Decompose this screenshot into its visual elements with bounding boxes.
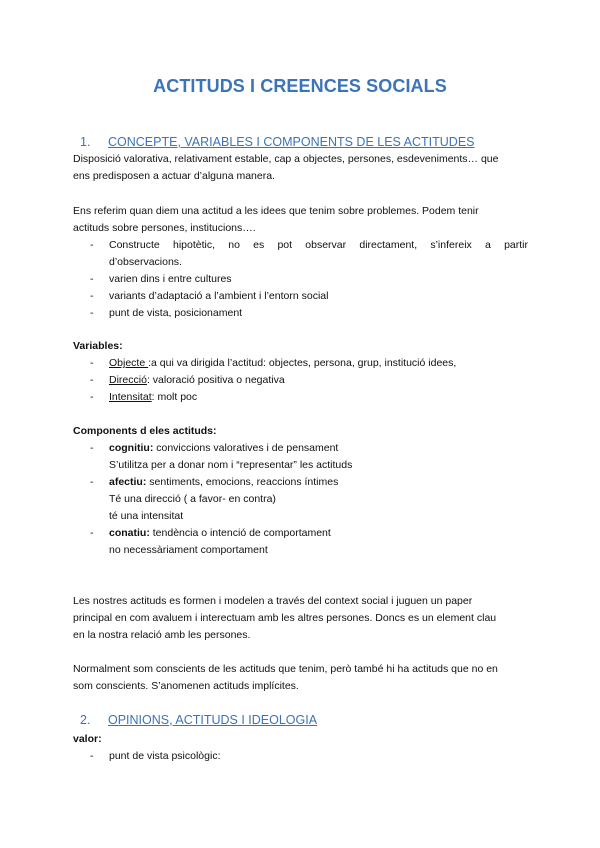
bullet-dash: - <box>90 290 94 302</box>
text-line: actituds sobre persones, institucions…. <box>73 222 256 234</box>
section-number: 1. <box>80 135 91 149</box>
list-item: punt de vista psicològic: <box>109 750 221 762</box>
list-item: variants d’adaptació a l’ambient i l’entorn social <box>109 290 329 302</box>
variable-item <box>109 355 456 372</box>
section-heading-1 <box>80 135 475 149</box>
section-number: 2. <box>80 713 91 727</box>
component-detail: Té una direcció ( a favor- en contra) <box>109 493 276 505</box>
section-heading-2 <box>80 713 317 727</box>
variables-label: Variables: <box>73 340 123 352</box>
component-term: afectiu: <box>109 476 147 488</box>
section-title: CONCEPTE, VARIABLES I COMPONENTS DE LES ACTITUDES <box>108 135 475 149</box>
text-line: Les nostres actituds es formen i modelen a través del context social i juguen un paper <box>73 595 473 607</box>
component-detail: té una intensitat <box>109 510 184 522</box>
reference-paragraph <box>73 203 528 237</box>
component-item <box>109 440 338 457</box>
definition-paragraph <box>73 151 528 185</box>
component-detail: no necessàriament comportament <box>109 544 268 556</box>
variable-desc: :a qui va dirigida l’actitud: objectes, persona, grup, institució idees, <box>148 357 457 369</box>
component-desc: sentiments, emocions, reaccions íntimes <box>146 476 339 488</box>
bullet-dash: - <box>90 273 94 285</box>
variable-term: Direcció <box>109 374 147 386</box>
social-context-paragraph <box>73 593 528 644</box>
valor-label: valor: <box>73 733 102 745</box>
text-line: Normalment som conscients de les actituds que tenim, però també hi ha actituds que no en <box>73 663 498 675</box>
variable-desc: : molt poc <box>151 391 198 403</box>
component-desc: tendència o intenció de comportament <box>149 527 331 539</box>
list-item: punt de vista, posicionament <box>109 307 243 319</box>
component-item <box>109 474 338 491</box>
list-item: Constructe hipotètic, no es pot observar directament, s’infereix a partir <box>109 239 528 251</box>
variable-item <box>109 372 285 389</box>
component-desc: conviccions valoratives i de pensament <box>153 442 339 454</box>
bullet-dash: - <box>90 357 94 369</box>
component-detail: S’utilitza per a donar nom i “representar” les actituds <box>109 459 353 471</box>
implicit-attitudes-paragraph <box>73 661 528 695</box>
list-item: varien dins i entre cultures <box>109 273 232 285</box>
bullet-dash: - <box>90 307 94 319</box>
list-item-continued: d’observacions. <box>109 256 182 268</box>
variable-term: Intensitat <box>109 391 152 403</box>
variable-item <box>109 389 197 406</box>
bullet-dash: - <box>90 391 94 403</box>
bullet-dash: - <box>90 476 94 488</box>
text-line: ens predisposen a actuar d’alguna manera. <box>73 170 275 182</box>
bullet-dash: - <box>90 442 94 454</box>
text-line: Ens referim quan diem una actitud a les idees que tenim sobre problemes. Podem tenir <box>73 205 479 217</box>
section-title: OPINIONS, ACTITUDS I IDEOLOGIA <box>108 713 318 727</box>
text-line: principal en com avaluem i interectuam amb les altres persones. Doncs es un element clau <box>73 612 497 624</box>
variable-term: Objecte <box>109 357 149 369</box>
component-item <box>109 525 331 542</box>
page-title: ACTITUDS I CREENCES SOCIALS <box>153 76 447 96</box>
bullet-dash: - <box>90 750 94 762</box>
component-term: cognitiu: <box>109 442 154 454</box>
text-line: Disposició valorativa, relativament estable, cap a objectes, persones, esdeveniments… que <box>73 153 499 165</box>
bullet-dash: - <box>90 374 94 386</box>
variable-desc: : valoració positiva o negativa <box>146 374 285 386</box>
component-term: conatiu: <box>109 527 150 539</box>
text-line: som conscients. S’anomenen actituds implícites. <box>73 680 299 692</box>
bullet-dash: - <box>90 239 94 251</box>
bullet-dash: - <box>90 527 94 539</box>
text-line: en la nostra relació amb les persones. <box>73 629 251 641</box>
components-label: Components d eles actituds: <box>73 425 217 437</box>
